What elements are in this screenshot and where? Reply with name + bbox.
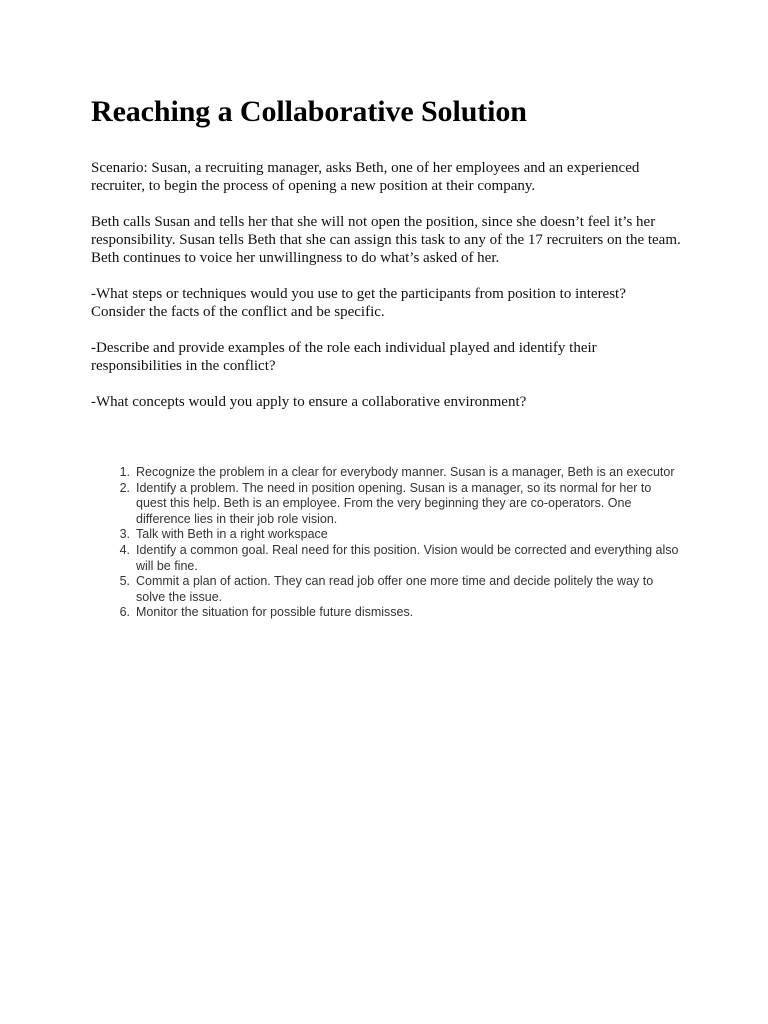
- list-item-number: 2.: [119, 480, 130, 495]
- list-item-text: Identify a common goal. Real need for this position. Vision would be corrected and everything also will be fine.: [136, 542, 679, 573]
- list-item-number: 6.: [119, 605, 130, 620]
- document-body: [91, 95, 681, 621]
- list-item: [119, 542, 681, 574]
- list-item: [119, 465, 681, 481]
- list-item-number: 4.: [119, 542, 130, 557]
- list-item: [119, 480, 681, 528]
- list-item: [119, 605, 681, 621]
- list-item: [119, 574, 681, 605]
- list-item: [119, 527, 681, 543]
- question-steps: -What steps or techniques would you use to get the participants from position to interest? Consider the facts of the conflict and be specific.: [91, 286, 626, 320]
- document-title: Reaching a Collaborative Solution: [91, 95, 527, 128]
- list-item-number: 5.: [119, 574, 130, 589]
- answer-steps-list: [91, 465, 681, 621]
- conflict-paragraph: Beth calls Susan and tells her that she will not open the position, since she doesn’t feel it’s her responsibility. Susan tells Beth that she can assign this task to any of the 17 recruiters on the team. Beth continues to voice her unwillingness to do what’s asked of her.: [91, 214, 681, 266]
- list-item-text: Monitor the situation for possible future dismisses.: [136, 605, 414, 620]
- list-item-text: Recognize the problem in a clear for everybody manner. Susan is a manager, Beth is an executor: [136, 465, 675, 479]
- list-item-number: 3.: [119, 527, 130, 542]
- question-roles: -Describe and provide examples of the role each individual played and identify their responsibilities in the conflict?: [91, 340, 597, 374]
- list-item-text: Talk with Beth in a right workspace: [136, 527, 328, 542]
- list-item-text: Commit a plan of action. They can read job offer one more time and decide politely the way to solve the issue.: [136, 574, 654, 604]
- question-concepts: -What concepts would you apply to ensure a collaborative environment?: [91, 394, 527, 410]
- list-item-number: 1.: [119, 465, 130, 479]
- scenario-paragraph: Scenario: Susan, a recruiting manager, asks Beth, one of her employees and an experienced recruiter, to begin the process of opening a new position at their company.: [91, 160, 640, 194]
- list-item-text: Identify a problem. The need in position opening. Susan is a manager, so its normal for her to quest this help. Beth is an employee. From the very beginning they are co-operators. One difference lies in their job role vision.: [136, 480, 652, 526]
